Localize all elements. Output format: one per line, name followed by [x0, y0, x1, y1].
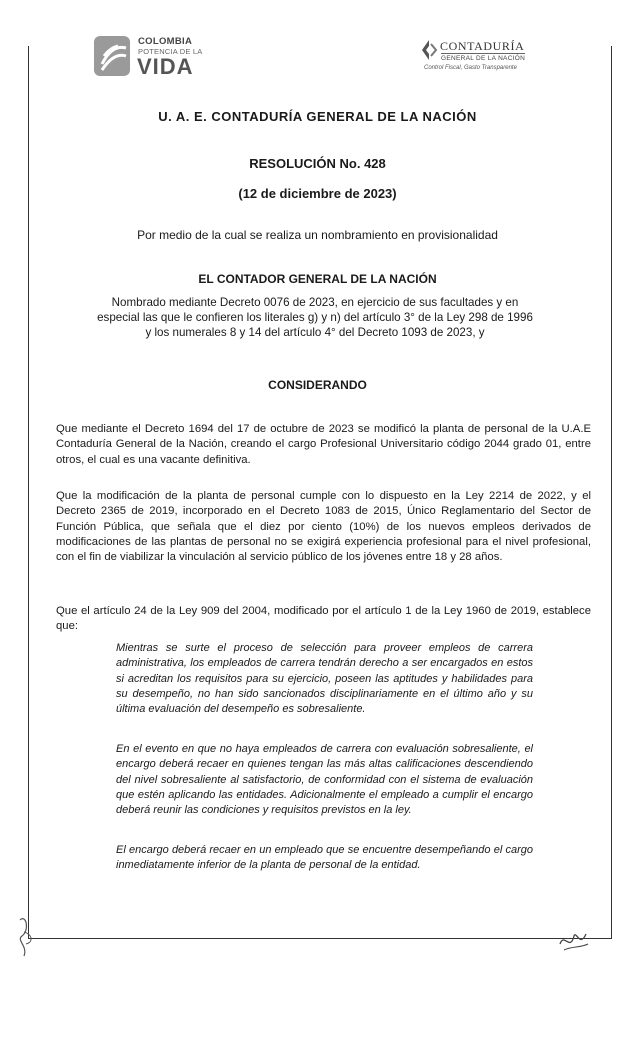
logo-right-line2: GENERAL DE LA NACIÓN [441, 55, 526, 62]
signature-initials-right [556, 922, 592, 958]
contaduria-logo-icon [418, 38, 440, 64]
resolution-purpose: Por medio de la cual se realiza un nombramiento en provisionalidad [137, 228, 498, 242]
considering-paragraph-2: Que la modificación de la planta de personal cumple con lo dispuesto en la Ley 2214 de 2022, y el Decreto 2365 de 2019, incorporado en el Decreto 1083 de 2015, Único Reglamentario del Sector de Función Pública, que señala que el diez por ciento (10%) de los nuevos empleos derivados de modificaciones de las plantas de personal no se exigirá experiencia profesional para el nivel profesional, con el fin de viabilizar la vinculación al servicio público de los jóvenes entre 18 y 28 años. [56, 490, 591, 564]
considering-heading: CONSIDERANDO [268, 378, 367, 392]
logo-right-line1: CONTADURÍA [440, 39, 525, 53]
colombia-logo-icon [92, 34, 132, 78]
quoted-paragraph-1: Mientras se surte el proceso de selección para proveer empleos de carrera administrativa, los empleados de carrera tendrán derecho a ser encargados en estos si acreditan los requisitos para su ejercicio, poseen las aptitudes y habilidades para su desempeño, no han sido sancionados disciplinariamente en el último año y su última evaluación del desempeño es sobresaliente. [116, 642, 533, 716]
entity-title: U. A. E. CONTADURÍA GENERAL DE LA NACIÓN [158, 109, 477, 124]
logo-left-line1: COLOMBIA [138, 36, 193, 47]
resolution-number: RESOLUCIÓN No. 428 [249, 156, 386, 171]
colombia-potencia-vida-logo [92, 34, 212, 78]
contaduria-logo [418, 38, 538, 78]
issuer-title: EL CONTADOR GENERAL DE LA NACIÓN [198, 272, 437, 286]
considering-paragraph-3: Que el artículo 24 de la Ley 909 del 2004, modificado por el artículo 1 de la Ley 1960 de 2019, establece que: [56, 605, 591, 633]
initials-mark-left [14, 912, 42, 962]
quoted-paragraph-3: El encargo deberá recaer en un empleado que se encuentre desempeñando el cargo inmediatamente inferior de la planta de personal de la entidad. [116, 844, 533, 872]
resolution-date: (12 de diciembre de 2023) [238, 186, 397, 201]
logo-left-line2: POTENCIA DE LA [138, 47, 203, 56]
logo-left-line3: VIDA [137, 54, 194, 79]
quoted-paragraph-2: En el evento en que no haya empleados de carrera con evaluación sobresaliente, el encargo deberá recaer en quienes tengan las más altas calificaciones descendiendo del nivel sobresaliente al satisfactorio, de conformidad con el sistema de evaluación que estén aplicando las entidades. Adicionalmente el empleado a cumplir el encargo deberá reunir las condiciones y requisitos previstos en la ley. [116, 743, 533, 817]
appointment-text: Nombrado mediante Decreto 0076 de 2023, en ejercicio de sus facultades y en especial las que le confieren los literales g) y n) del artículo 3° de la Ley 298 de 1996 y los numerales 8 y 14 del artículo 4° del Decreto 1093 de 2023, y [97, 296, 533, 339]
logo-right-line3: Control Fiscal, Gasto Transparente [424, 65, 517, 71]
considering-paragraph-1: Que mediante el Decreto 1694 del 17 de octubre de 2023 se modificó la planta de personal de la U.A.E Contaduría General de la Nación, creando el cargo Profesional Universitario código 2044 grado 01, entre otros, el cual es una vacante definitiva. [56, 423, 591, 466]
